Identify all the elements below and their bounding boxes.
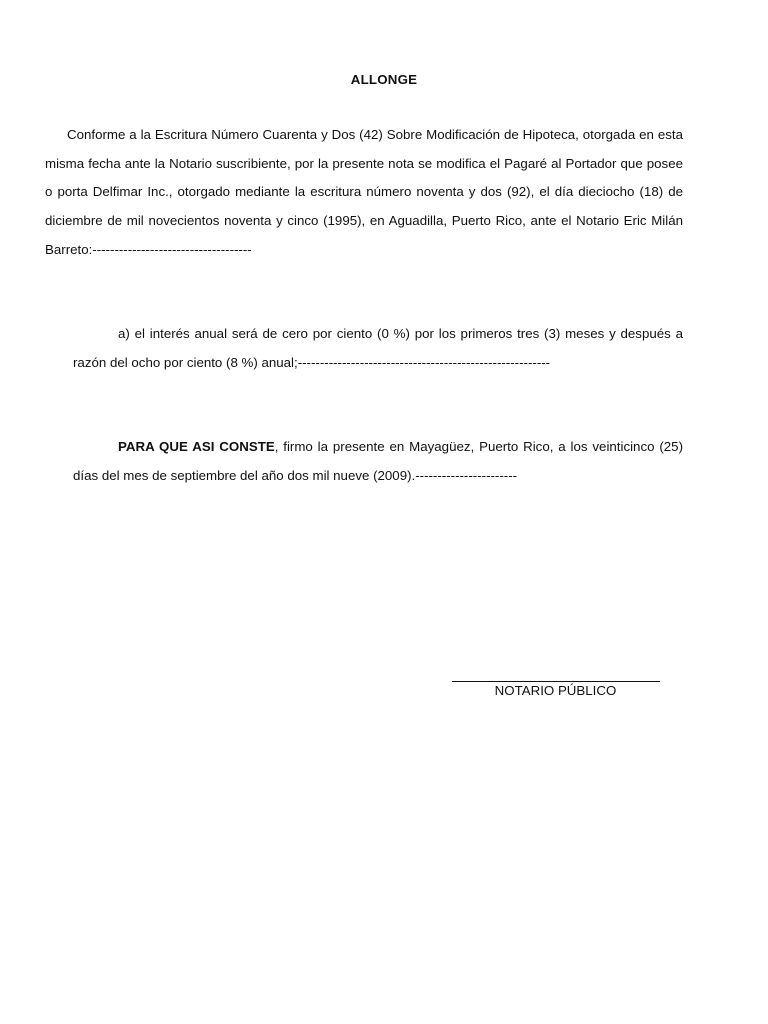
main-paragraph: Conforme a la Escritura Número Cuarenta y Dos (42) Sobre Modificación de Hipoteca, otorgada en esta misma fecha ante la Notario suscribiente, por la presente nota se modifica el Pagaré al Portador que posee o porta Delfimar Inc., otorgado mediante la escritura número noventa y dos (92), el día dieciocho (18) de diciembre de mil novecientos noventa y cinco (1995), en Aguadilla, Puerto Rico, ante el Notario Eric Milán Barreto:------------------------------------ — [45, 127, 683, 257]
signature-label: NOTARIO PÚBLICO — [494, 683, 617, 698]
document-title: ALLONGE — [350, 72, 418, 87]
signature-line — [452, 667, 660, 682]
signature-block — [448, 667, 663, 698]
closing-bold-text: PARA QUE ASI CONSTE — [118, 439, 275, 454]
closing-text: , firmo la presente en Mayagüez, Puerto Rico, a los veinticinco (25) días del mes de septiembre del año dos mil nueve (2009).----------------------- — [73, 439, 683, 483]
closing-paragraph — [73, 433, 683, 490]
clause-a-paragraph: a) el interés anual será de cero por ciento (0 %) por los primeros tres (3) meses y después a razón del ocho por ciento (8 %) anual;--------------------------------------------------------- — [73, 326, 683, 370]
